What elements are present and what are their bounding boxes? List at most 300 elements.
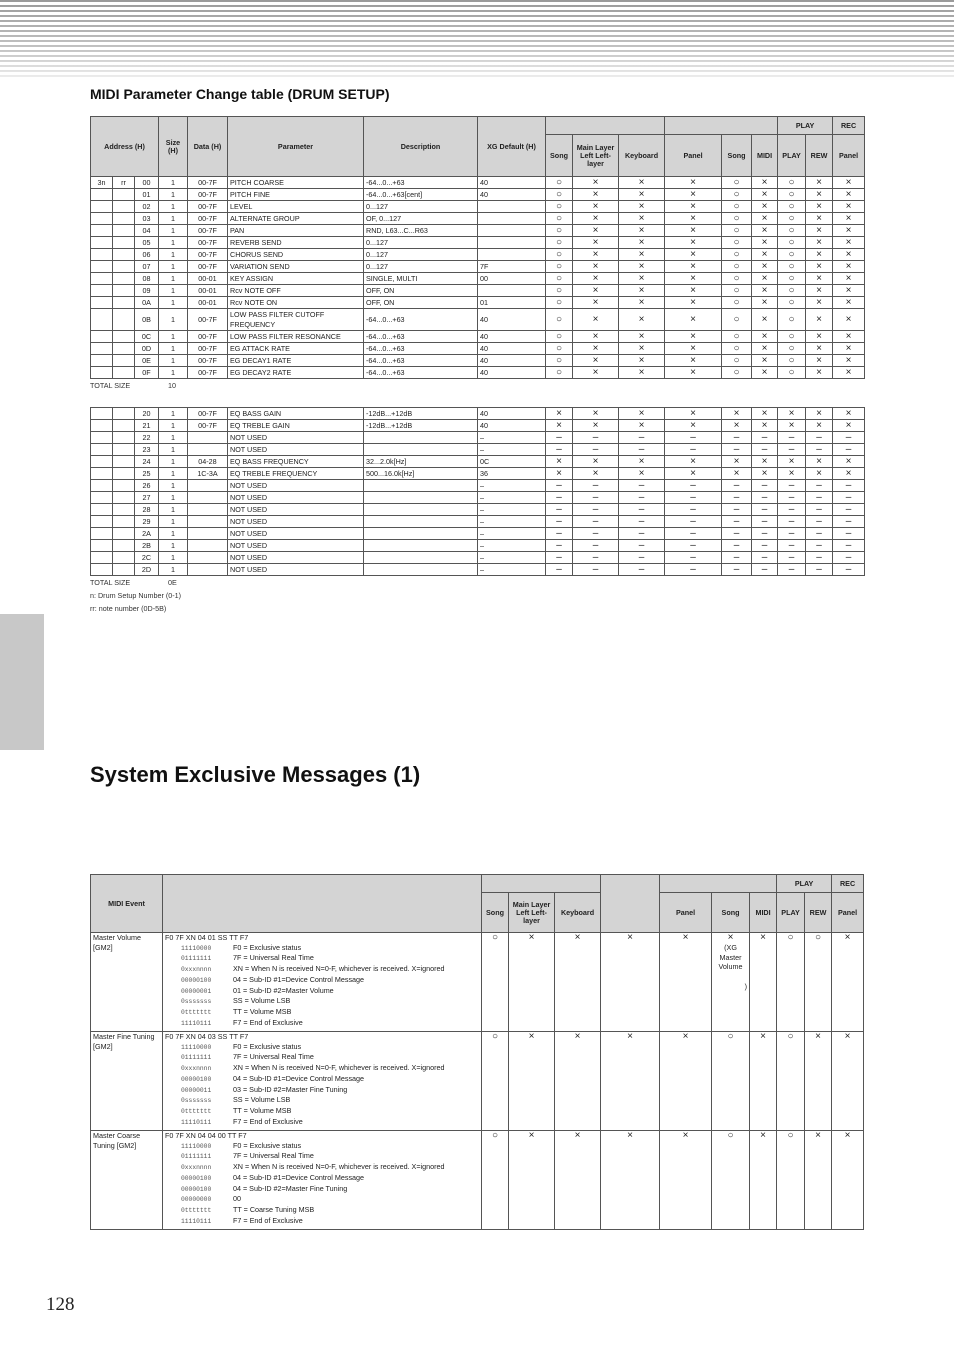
mark-cell: × <box>722 468 752 480</box>
mark-symbol: × <box>760 1031 766 1042</box>
address-lo-cell: 25 <box>135 468 159 480</box>
parameter-cell: ALTERNATE GROUP <box>228 213 364 225</box>
size-cell: 1 <box>159 297 188 309</box>
mark-cell: – <box>722 552 752 564</box>
address-lo-cell: 2C <box>135 552 159 564</box>
midi-event-cell: Master Volume [GM2] <box>91 933 163 1032</box>
xg-default-cell: 40 <box>478 420 546 432</box>
mark-cell: × <box>619 201 665 213</box>
mark-cell: – <box>752 552 778 564</box>
mark-cell: – <box>806 432 833 444</box>
mark-cell: – <box>546 552 573 564</box>
mark-cell: ○ <box>546 355 573 367</box>
data-range-cell: 00-7F <box>188 225 228 237</box>
header-rew-sx: REW <box>805 893 832 933</box>
binary-value: 0ttttttt <box>181 1206 212 1214</box>
mark-cell: – <box>619 504 665 516</box>
header-stripes <box>0 0 954 80</box>
table-row <box>91 528 865 540</box>
mark-cell: ○ <box>546 225 573 237</box>
address-mid-cell <box>113 420 135 432</box>
mark-cell: × <box>665 201 722 213</box>
parameter-cell: PITCH FINE <box>228 189 364 201</box>
table-row <box>91 309 865 331</box>
mark-cell: – <box>752 480 778 492</box>
xg-default-cell: – <box>478 516 546 528</box>
total-size-label: TOTAL SIZE <box>90 381 131 390</box>
header-song-2: Song <box>722 135 752 177</box>
header-address: Address (H) <box>91 117 159 177</box>
mark-cell: – <box>752 444 778 456</box>
description-cell: 0...127 <box>364 261 478 273</box>
message-cell <box>163 1131 482 1230</box>
line-text: 04 = Sub-ID #1=Device Control Message <box>233 974 365 984</box>
mark-cell: × <box>665 237 722 249</box>
table-row <box>91 285 865 297</box>
data-range-cell <box>188 564 228 576</box>
description-cell <box>364 528 478 540</box>
xg-default-cell: 00 <box>478 273 546 285</box>
mark-cell: – <box>806 504 833 516</box>
mark-cell <box>750 933 777 1032</box>
address-hi-cell <box>91 343 113 355</box>
table-row <box>91 540 865 552</box>
line-text: F0 = Exclusive status <box>233 942 302 952</box>
mark-cell <box>482 1131 509 1230</box>
address-mid-cell <box>113 201 135 213</box>
mark-cell: ○ <box>778 285 806 297</box>
mark-cell: × <box>619 297 665 309</box>
binary-value: 0ttttttt <box>181 1008 212 1016</box>
binary-value: 11110111 <box>181 1019 212 1027</box>
mark-cell: – <box>752 504 778 516</box>
mark-cell: × <box>573 355 619 367</box>
address-lo-cell: 05 <box>135 237 159 249</box>
mark-cell <box>660 933 712 1032</box>
table-row <box>91 468 865 480</box>
mark-cell: × <box>573 343 619 355</box>
mark-cell: – <box>546 528 573 540</box>
address-hi-cell <box>91 456 113 468</box>
mark-cell: – <box>752 528 778 540</box>
mark-symbol: × <box>815 1130 821 1141</box>
mark-cell: × <box>806 343 833 355</box>
mark-cell: ○ <box>722 331 752 343</box>
line-text: 7F = Universal Real Time <box>233 1052 314 1062</box>
address-hi-cell <box>91 492 113 504</box>
mark-cell: ○ <box>546 213 573 225</box>
address-hi-cell <box>91 189 113 201</box>
mark-cell: × <box>833 261 865 273</box>
line-text: SS = Volume LSB <box>233 1095 291 1105</box>
address-lo-cell: 03 <box>135 213 159 225</box>
mark-symbol: × <box>627 1031 633 1042</box>
description-cell: OFF, ON <box>364 285 478 297</box>
mark-cell: – <box>665 540 722 552</box>
message-line <box>165 1018 479 1029</box>
mark-symbol: ○ <box>815 932 822 943</box>
data-range-cell <box>188 552 228 564</box>
parameter-cell: PAN <box>228 225 364 237</box>
mark-cell: × <box>573 309 619 331</box>
message-line <box>165 1216 479 1227</box>
description-cell: -64...0...+63 <box>364 343 478 355</box>
address-mid-cell <box>113 213 135 225</box>
mark-cell: × <box>806 456 833 468</box>
data-range-cell: 00-01 <box>188 273 228 285</box>
size-cell: 1 <box>159 355 188 367</box>
mark-cell: – <box>665 516 722 528</box>
mark-cell: × <box>573 273 619 285</box>
mark-cell <box>712 1032 750 1131</box>
description-cell: -64...0...+63[cent] <box>364 189 478 201</box>
mark-cell: – <box>806 540 833 552</box>
drum-setup-table <box>90 116 865 379</box>
mark-cell: – <box>806 552 833 564</box>
mark-symbol: ○ <box>491 1031 499 1042</box>
line-text: 03 = Sub-ID #2=Master Fine Tuning <box>233 1084 348 1094</box>
mark-cell: – <box>806 444 833 456</box>
message-line <box>165 1052 479 1063</box>
binary-value: 01111111 <box>181 1054 212 1062</box>
address-mid-cell <box>113 564 135 576</box>
mark-cell: – <box>573 540 619 552</box>
parameter-cell: NOT USED <box>228 564 364 576</box>
mark-cell: × <box>619 225 665 237</box>
address-lo-cell: 23 <box>135 444 159 456</box>
mark-cell: ○ <box>546 297 573 309</box>
mark-symbol: ○ <box>787 932 794 943</box>
mark-cell: × <box>665 343 722 355</box>
line-text: 00 <box>233 1194 241 1204</box>
binary-value: 0sssssss <box>181 998 212 1006</box>
address-hi-cell <box>91 355 113 367</box>
mark-cell: × <box>833 177 865 189</box>
header-play-col: PLAY <box>778 135 806 177</box>
parameter-cell: NOT USED <box>228 552 364 564</box>
mark-symbol: × <box>727 932 734 943</box>
address-mid-cell <box>113 504 135 516</box>
table-row <box>91 355 865 367</box>
message-header: F0 7F XN 04 01 SS TT F7 <box>165 933 249 942</box>
address-hi-cell <box>91 309 113 331</box>
mark-cell: × <box>619 285 665 297</box>
mark-cell: – <box>752 492 778 504</box>
description-cell: 0...127 <box>364 237 478 249</box>
mark-cell: – <box>665 444 722 456</box>
address-mid-cell <box>113 343 135 355</box>
mark-cell: × <box>665 189 722 201</box>
xg-default-cell: – <box>478 480 546 492</box>
binary-value: 11110111 <box>181 1217 212 1225</box>
mark-cell: ○ <box>546 201 573 213</box>
mark-symbol: × <box>844 932 851 943</box>
mark-cell: ○ <box>546 261 573 273</box>
mark-symbol: ○ <box>491 932 499 943</box>
mark-cell: × <box>546 420 573 432</box>
address-lo-cell: 21 <box>135 420 159 432</box>
size-cell: 1 <box>159 237 188 249</box>
data-range-cell: 00-7F <box>188 189 228 201</box>
mark-cell: – <box>619 492 665 504</box>
size-cell: 1 <box>159 177 188 189</box>
mark-cell: × <box>806 309 833 331</box>
mark-cell: × <box>833 367 865 379</box>
mark-cell: – <box>722 528 752 540</box>
header-rec-sx: REC <box>832 875 864 893</box>
mark-symbol: ○ <box>491 1130 499 1141</box>
header-blank-sx <box>601 875 660 933</box>
mark-cell: × <box>619 408 665 420</box>
address-hi-cell <box>91 468 113 480</box>
description-cell: -12dB...+12dB <box>364 408 478 420</box>
mark-cell: × <box>833 309 865 331</box>
data-range-cell: 00-7F <box>188 408 228 420</box>
mark-cell: – <box>619 432 665 444</box>
mark-cell: × <box>752 355 778 367</box>
parameter-cell: EQ BASS GAIN <box>228 408 364 420</box>
mark-cell: × <box>665 309 722 331</box>
mark-cell: ○ <box>778 273 806 285</box>
mark-cell: ○ <box>722 273 752 285</box>
mark-cell: × <box>665 285 722 297</box>
parameter-cell: Rcv NOTE OFF <box>228 285 364 297</box>
mark-cell: – <box>573 492 619 504</box>
address-hi-cell <box>91 285 113 297</box>
mark-cell: × <box>752 177 778 189</box>
address-hi-cell <box>91 213 113 225</box>
address-mid-cell: rr <box>113 177 135 189</box>
mark-cell: – <box>806 516 833 528</box>
table-row <box>91 504 865 516</box>
total-size-label-2: TOTAL SIZE <box>90 578 131 587</box>
parameter-cell: EQ TREBLE FREQUENCY <box>228 468 364 480</box>
mark-symbol: ○ <box>787 1130 794 1141</box>
address-mid-cell <box>113 297 135 309</box>
header-blank-group <box>546 117 665 135</box>
header-main-layer: Main Layer Left Left-layer <box>573 135 619 177</box>
mark-symbol: × <box>760 932 766 943</box>
mark-cell: – <box>833 528 865 540</box>
mark-cell: – <box>546 480 573 492</box>
mark-cell: × <box>619 331 665 343</box>
address-lo-cell: 08 <box>135 273 159 285</box>
data-range-cell: 00-7F <box>188 367 228 379</box>
mark-cell: × <box>546 468 573 480</box>
mark-cell: – <box>573 528 619 540</box>
parameter-cell: LOW PASS FILTER CUTOFF FREQUENCY <box>228 309 364 331</box>
data-range-cell: 00-7F <box>188 331 228 343</box>
parameter-cell: NOT USED <box>228 480 364 492</box>
mark-cell: – <box>665 528 722 540</box>
address-mid-cell <box>113 237 135 249</box>
mark-cell: – <box>573 516 619 528</box>
parameter-cell: LOW PASS FILTER RESONANCE <box>228 331 364 343</box>
mark-cell: – <box>752 564 778 576</box>
mark-cell: ○ <box>546 189 573 201</box>
address-mid-cell <box>113 516 135 528</box>
line-text: TT = Coarse Tuning MSB <box>233 1204 315 1214</box>
table-row <box>91 420 865 432</box>
header-panel: Panel <box>665 135 722 177</box>
table-row <box>91 249 865 261</box>
message-line <box>165 943 479 954</box>
mark-cell: – <box>665 480 722 492</box>
mark-cell: × <box>806 285 833 297</box>
data-range-cell <box>188 492 228 504</box>
mark-cell: ○ <box>778 355 806 367</box>
mark-cell: × <box>619 343 665 355</box>
mark-cell: × <box>806 408 833 420</box>
mark-cell <box>555 1131 601 1230</box>
mark-cell <box>482 933 509 1032</box>
mark-cell: – <box>722 516 752 528</box>
header-blank-group-sx2 <box>660 875 777 893</box>
data-range-cell: 00-7F <box>188 177 228 189</box>
mark-cell: – <box>778 564 806 576</box>
mark-cell: × <box>778 456 806 468</box>
line-text: 7F = Universal Real Time <box>233 1151 314 1161</box>
mark-cell <box>509 933 555 1032</box>
xg-default-cell <box>478 249 546 261</box>
message-line <box>165 1106 479 1117</box>
mark-cell: ○ <box>722 225 752 237</box>
mark-cell: × <box>833 237 865 249</box>
description-cell: -64...0...+63 <box>364 309 478 331</box>
size-cell: 1 <box>159 564 188 576</box>
parameter-cell: NOT USED <box>228 504 364 516</box>
size-cell: 1 <box>159 189 188 201</box>
address-hi-cell <box>91 516 113 528</box>
address-hi-cell <box>91 408 113 420</box>
address-mid-cell <box>113 468 135 480</box>
xg-default-cell: 40 <box>478 367 546 379</box>
mark-cell: × <box>806 225 833 237</box>
mark-cell <box>601 1032 660 1131</box>
size-cell: 1 <box>159 261 188 273</box>
page-number: 128 <box>46 1294 75 1315</box>
address-mid-cell <box>113 492 135 504</box>
mark-cell: – <box>619 480 665 492</box>
address-hi-cell <box>91 480 113 492</box>
mark-cell <box>712 1131 750 1230</box>
mark-cell: × <box>722 408 752 420</box>
address-lo-cell: 06 <box>135 249 159 261</box>
mark-cell <box>750 1032 777 1131</box>
table-row <box>91 552 865 564</box>
mark-cell: × <box>722 420 752 432</box>
mark-cell: – <box>806 492 833 504</box>
message-line <box>165 1141 479 1152</box>
data-range-cell <box>188 480 228 492</box>
address-hi-cell: 3n <box>91 177 113 189</box>
mark-cell: × <box>752 189 778 201</box>
address-lo-cell: 04 <box>135 225 159 237</box>
mark-cell: – <box>833 444 865 456</box>
message-cell <box>163 933 482 1032</box>
mark-cell: – <box>778 432 806 444</box>
size-cell: 1 <box>159 492 188 504</box>
binary-value: 0xxxnnnn <box>181 966 212 974</box>
data-range-cell: 00-7F <box>188 420 228 432</box>
size-cell: 1 <box>159 273 188 285</box>
size-cell: 1 <box>159 528 188 540</box>
binary-value: 00000011 <box>181 1086 212 1094</box>
xg-default-cell: 40 <box>478 309 546 331</box>
description-cell <box>364 564 478 576</box>
mark-cell: × <box>752 331 778 343</box>
address-lo-cell: 26 <box>135 480 159 492</box>
mark-cell: × <box>752 297 778 309</box>
mark-cell <box>509 1131 555 1230</box>
mark-cell <box>660 1032 712 1131</box>
address-lo-cell: 0D <box>135 343 159 355</box>
mark-cell: × <box>619 177 665 189</box>
mark-cell: – <box>752 540 778 552</box>
parameter-cell: CHORUS SEND <box>228 249 364 261</box>
address-mid-cell <box>113 528 135 540</box>
mark-cell: × <box>806 261 833 273</box>
message-line <box>165 1095 479 1106</box>
mark-cell: × <box>665 367 722 379</box>
mark-cell <box>555 1032 601 1131</box>
mark-cell: ○ <box>778 225 806 237</box>
message-line <box>165 1173 479 1184</box>
address-hi-cell <box>91 504 113 516</box>
header-keyboard: Keyboard <box>619 135 665 177</box>
message-line <box>165 1184 479 1195</box>
mark-cell: × <box>665 420 722 432</box>
line-text: XN = When N is received N=0-F, whichever is received. X=ignored <box>233 1162 445 1172</box>
mark-cell: × <box>573 237 619 249</box>
mark-cell: ○ <box>778 343 806 355</box>
mark-cell: – <box>833 540 865 552</box>
address-hi-cell <box>91 444 113 456</box>
size-cell: 1 <box>159 367 188 379</box>
xg-default-cell: – <box>478 432 546 444</box>
description-cell: 32...2.0k[Hz] <box>364 456 478 468</box>
song-note-line: Volume <box>718 962 743 972</box>
header-song-sx: Song <box>482 893 509 933</box>
address-lo-cell: 0B <box>135 309 159 331</box>
mark-cell: × <box>833 420 865 432</box>
mark-cell: ○ <box>546 177 573 189</box>
mark-cell: ○ <box>722 355 752 367</box>
address-lo-cell: 0F <box>135 367 159 379</box>
parameter-cell: KEY ASSIGN <box>228 273 364 285</box>
mark-cell: ○ <box>778 297 806 309</box>
header-midi-sx: MIDI <box>750 893 777 933</box>
address-lo-cell: 22 <box>135 432 159 444</box>
line-text: 04 = Sub-ID #2=Master Fine Tuning <box>233 1183 348 1193</box>
parameter-cell: PITCH COARSE <box>228 177 364 189</box>
xg-default-cell: 40 <box>478 189 546 201</box>
mark-cell: ○ <box>778 237 806 249</box>
mark-cell: × <box>573 177 619 189</box>
mark-cell: × <box>778 420 806 432</box>
mark-cell: × <box>665 456 722 468</box>
mark-cell: × <box>573 201 619 213</box>
mark-cell: × <box>752 408 778 420</box>
mark-cell: × <box>806 420 833 432</box>
mark-cell: × <box>752 225 778 237</box>
page-title: System Exclusive Messages (1) <box>90 762 421 787</box>
mark-cell: – <box>546 540 573 552</box>
mark-cell: – <box>833 432 865 444</box>
address-mid-cell <box>113 189 135 201</box>
mark-cell: – <box>833 504 865 516</box>
message-line <box>165 1042 479 1053</box>
